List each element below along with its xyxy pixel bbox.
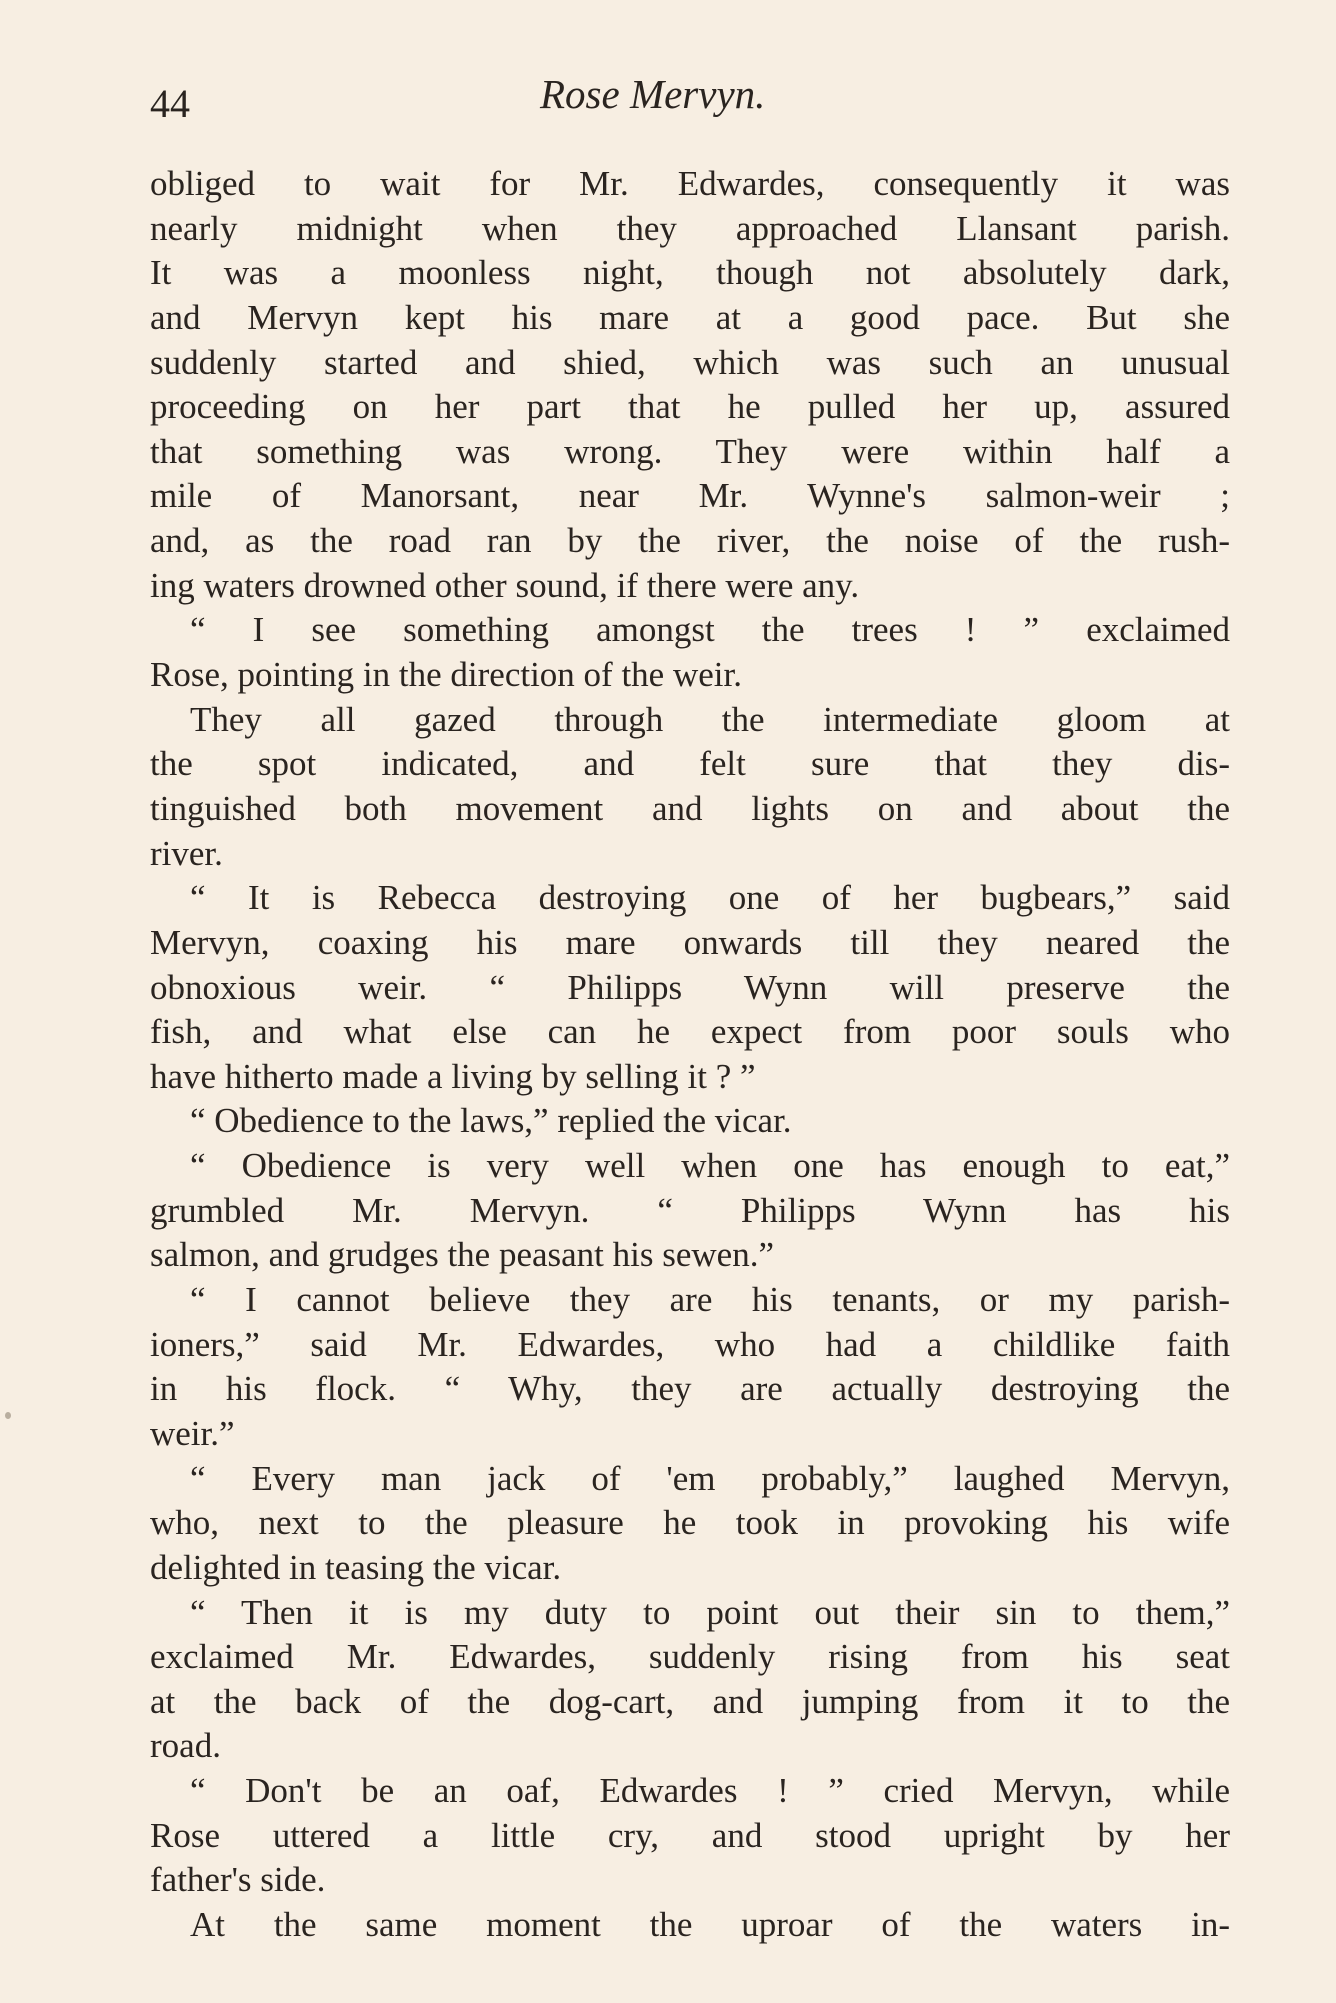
text-line: road.: [150, 1726, 221, 1766]
text-line: grumbled Mr. Mervyn. “ Philipps Wynn has his: [150, 1190, 1230, 1230]
text-line: “ Don't be an oaf, Edwardes ! ” cried Mervyn, while: [190, 1771, 1230, 1811]
text-line: tinguished both movement and lights on and about the: [150, 788, 1230, 828]
text-line: and Mervyn kept his mare at a good pace. But she: [150, 297, 1230, 337]
text-line: in his flock. “ Why, they are actually destroying the: [150, 1369, 1230, 1409]
text-line: “ I cannot believe they are his tenants, or my parish-: [190, 1280, 1230, 1320]
text-line: father's side.: [150, 1860, 326, 1900]
text-line: proceeding on her part that he pulled her up, assured: [150, 387, 1230, 427]
text-line: At the same moment the uproar of the waters in-: [190, 1904, 1230, 1944]
text-line: Rose uttered a little cry, and stood upright by her: [150, 1815, 1230, 1855]
text-line: suddenly started and shied, which was such an unusual: [150, 342, 1230, 382]
text-line: delighted in teasing the vicar.: [150, 1547, 562, 1587]
text-line: obliged to wait for Mr. Edwardes, consequently it was: [150, 164, 1230, 203]
text-line: ioners,” said Mr. Edwardes, who had a childlike faith: [150, 1324, 1230, 1364]
text-line: and, as the road ran by the river, the noise of the rush-: [150, 521, 1230, 561]
text-line: “ Every man jack of 'em probably,” laughed Mervyn,: [190, 1458, 1230, 1498]
paper-speck: [5, 1412, 11, 1419]
text-line: river.: [150, 833, 223, 873]
text-line: “ Obedience is very well when one has enough to eat,”: [190, 1146, 1230, 1186]
text-line: obnoxious weir. “ Philipps Wynn will preserve the: [150, 967, 1230, 1007]
text-line: “ Obedience to the laws,” replied the vicar.: [190, 1101, 792, 1141]
text-line: “ Then it is my duty to point out their sin to them,”: [190, 1592, 1230, 1632]
text-line: They all gazed through the intermediate gloom at: [190, 699, 1230, 739]
text-line: nearly midnight when they approached Llansant parish.: [150, 208, 1230, 248]
text-line: Mervyn, coaxing his mare onwards till they neared the: [150, 922, 1230, 962]
body-text: [150, 162, 1230, 1948]
text-line: at the back of the dog-cart, and jumping from it to the: [150, 1681, 1230, 1721]
page-header: [150, 70, 1230, 130]
text-line: ing waters drowned other sound, if there were any.: [150, 565, 860, 605]
text-line: that something was wrong. They were within half a: [150, 431, 1230, 471]
text-line: weir.”: [150, 1413, 235, 1453]
text-line: Rose, pointing in the direction of the weir.: [150, 655, 742, 695]
text-line: the spot indicated, and felt sure that they dis-: [150, 744, 1230, 784]
text-line: “ It is Rebecca destroying one of her bugbears,” said: [190, 878, 1230, 918]
text-line: have hitherto made a living by selling it ? ”: [150, 1056, 756, 1096]
text-line: “ I see something amongst the trees ! ” exclaimed: [190, 610, 1230, 650]
text-line: mile of Manorsant, near Mr. Wynne's salmon-weir ;: [150, 476, 1230, 516]
page-number: 44: [150, 81, 190, 126]
text-line: fish, and what else can he expect from poor souls who: [150, 1012, 1230, 1052]
text-line: who, next to the pleasure he took in provoking his wife: [150, 1503, 1230, 1543]
text-line: salmon, and grudges the peasant his sewen.”: [150, 1235, 775, 1275]
text-line: exclaimed Mr. Edwardes, suddenly rising from his seat: [150, 1637, 1230, 1677]
text-line: It was a moonless night, though not absolutely dark,: [150, 253, 1230, 293]
running-title: Rose Mervyn.: [540, 71, 766, 117]
